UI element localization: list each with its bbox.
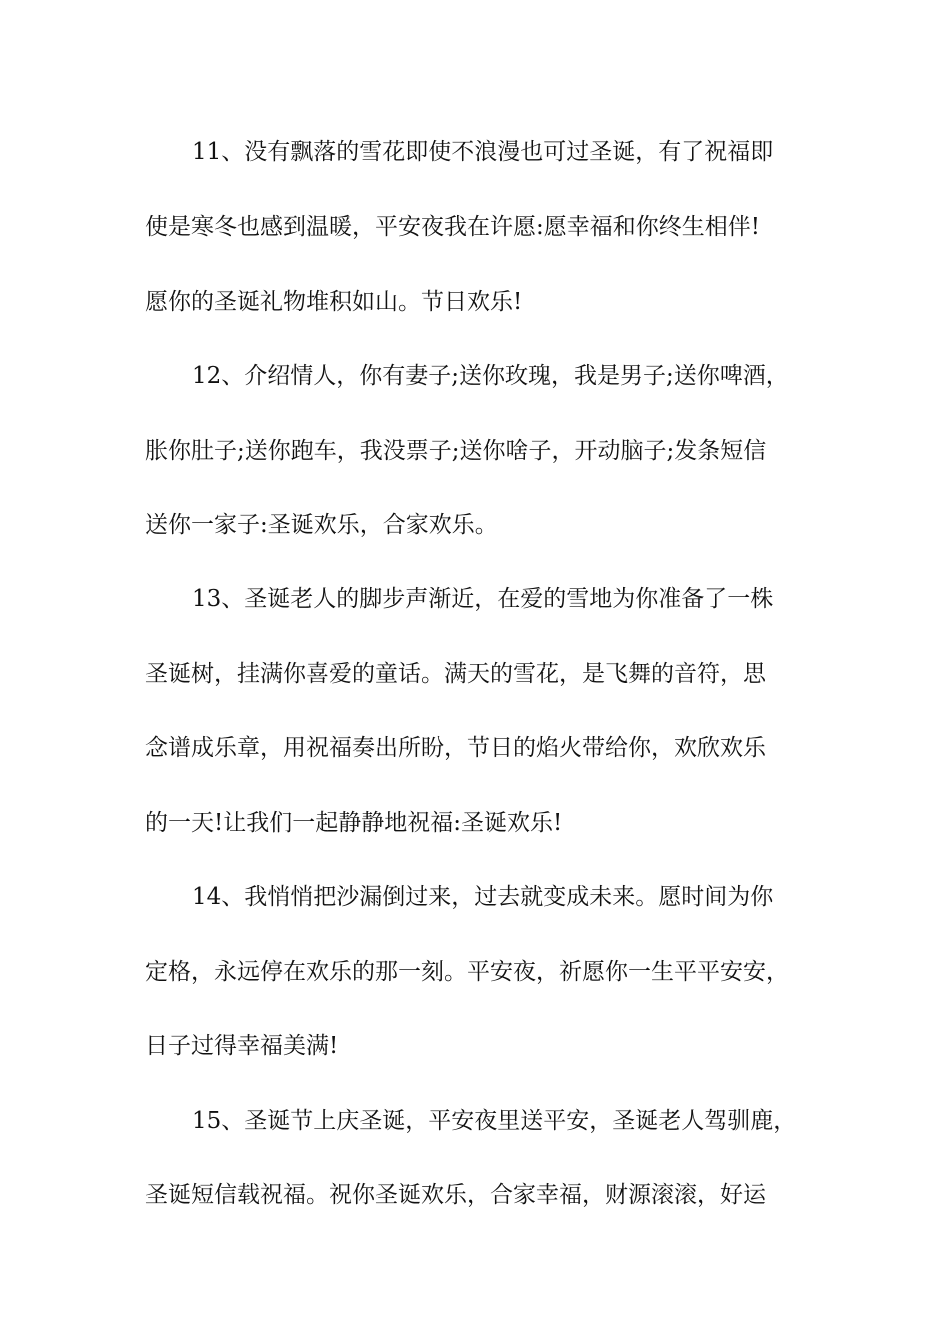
text-line: 圣诞短信载祝福。祝你圣诞欢乐，合家幸福，财源滚滚，好运 (145, 1182, 766, 1208)
text-line: 的一天!让我们一起静静地祝福:圣诞欢乐! (145, 810, 563, 836)
text-line: 愿你的圣诞礼物堆积如山。节日欢乐! (145, 289, 523, 315)
text-line: 13、圣诞老人的脚步声渐近，在爱的雪地为你准备了一株 (192, 586, 774, 612)
text-line: 14、我悄悄把沙漏倒过来，过去就变成未来。愿时间为你 (192, 884, 774, 910)
text-line: 日子过得幸福美满! (145, 1033, 339, 1059)
text-line: 11、没有飘落的雪花即使不浪漫也可过圣诞，有了祝福即 (192, 139, 774, 165)
text-line: 圣诞树，挂满你喜爱的童话。满天的雪花，是飞舞的音符，思 (145, 661, 766, 687)
text-line: 15、圣诞节上庆圣诞，平安夜里送平安，圣诞老人驾驯鹿， (192, 1108, 797, 1134)
text-line: 念谱成乐章，用祝福奏出所盼，节日的焰火带给你，欢欣欢乐 (145, 735, 766, 761)
text-line: 使是寒冬也感到温暖，平安夜我在许愿:愿幸福和你终生相伴! (145, 214, 760, 240)
text-line: 送你一家子:圣诞欢乐，合家欢乐。 (145, 512, 498, 538)
text-line: 胀你肚子;送你跑车，我没票子;送你啥子，开动脑子;发条短信 (145, 438, 767, 464)
text-line: 定格，永远停在欢乐的那一刻。平安夜，祈愿你一生平平安安， (145, 959, 789, 985)
text-line: 12、介绍情人，你有妻子;送你玫瑰，我是男子;送你啤酒， (192, 363, 789, 389)
